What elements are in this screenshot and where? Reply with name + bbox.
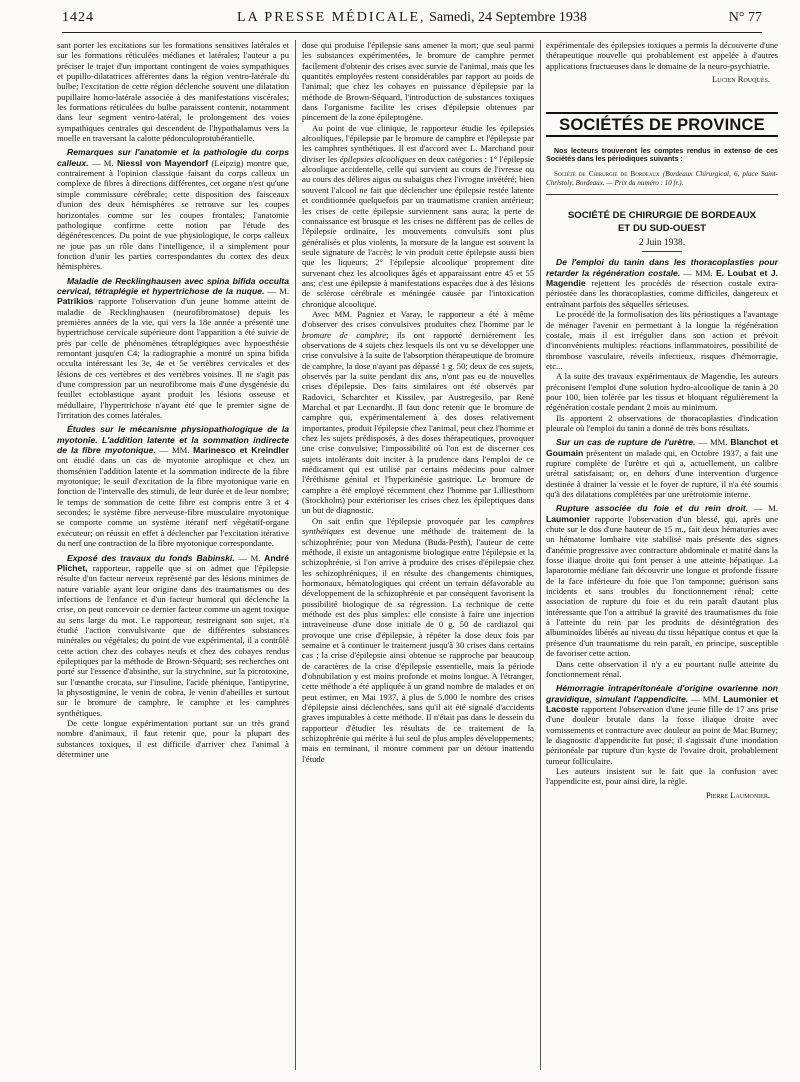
report-body: (Leipzig) montre que, contrairement à l'opinion classique faisant du corps calleux un complexe de fibres à directions différentes, cet organe n'est qu'une simple commissure cérébrale; cette disposition des faisceaux d'union des deux hémisphères se retrouve sur les coupes horizontales comme sur les coupes frontales; l'anatomie pathologique confirme cette notion par l'étude des dégénérescences. Du point de vue physiologique, le corps calleux ne joue pas un rôle dans l'intelligence, il a simplement pour fonction d'unir les parties correspondantes du cortex des deux hémisphères.: [57, 157, 290, 272]
journal-name: LA PRESSE MÉDICALE,: [237, 10, 426, 25]
dash: — MM.: [691, 693, 721, 704]
report-body: rapporte l'observation d'un jeune homme atteint de maladie de Recklinghausen (neurofibromatose) depuis les premières années de la vie, qui vers la 18e année a présenté une hypertrichose cervicale supérieure dont l'apparition a été suivie de près par celle de phénomènes tétraplégiques avec hypoesthésie remontant jusqu'en C4; la radiographie a montré un spina bifida occulta intéressant les 3e, 4e et 5e vertèbres cervicales et des lésions de ces vertèbres et des vertèbres voisines. Il ne s'agit pas d'une compression par un neurofibrome mais d'une dysgénésie du feuillet ectoblastique ayant produit les lésions osseuse et médullaire, l'hypertrichose n'ayant été que le premier signe de l'irritation des cornes latérales.: [57, 296, 289, 421]
paragraph: sant porter les excitations sur les formations sensitives latérales et sur les formations réticulées médianes et latérales; l'auteur a pu préciser le trajet d'un important contingent de voies sympathiques et pupillo-dilatatrices afférentes dans la région ventro-latérale du bulbe; l'excitation de cette région déclenche souvent une dilatation pupillaire homo-latérale associée à des manifestations viscérales; les formations réticulées du bulbe paraissent contenir, notamment dans leur segment ventro-latéral, le prolongement des voies sympathiques centrales qui descendent de l'hypothalamus vers la moelle en traversant la calotte pédonculoprotubérantielle.: [57, 40, 289, 144]
paragraph: A la suite des travaux expérimentaux de Magendie, les auteurs préconisent l'emploi d'une solution hydro-alcoolique de tanin à 20 pour 100, bien tolérée par les tissus et bloquant régulièrement la régénération costale pendant 2 mois au minimum.: [546, 371, 778, 413]
issue-number: N° 77: [728, 10, 762, 25]
author: Laumonier et Lacoste: [546, 693, 778, 714]
report-title: Maladie de Recklinghausen avec spina bifida occulta cervical, tétraplégie et hypertrichose de la nuque.: [57, 275, 289, 296]
emphasis: épilepsies alcooliques: [339, 153, 416, 164]
meeting-date: 2 Juin 1938.: [638, 238, 686, 249]
report-body: rapporte l'observation d'un blessé, qui, après une chute sur le dos d'une hauteur de 15 m., fait deux hématuries avec un hématome lombaire vite stabilisé mais présente des signes d'anémie progressive avec contracture abdominale et matité dans la fosse iliaque droite qui font penser à une atteinte hépatique. La laparotomie médiane fait découvrir une longue et profonde fissure de la face inférieure du foie que l'on tamponne; guérison sans incidents et sans troubles du fonctionnement rénal; cette association de rupture du foie et du rein paraît d'autant plus intéressante que l'on a attribué la gravité des traumatismes du foie à l'atteinte du rein par les produits de désintégration des albuminoïdes libérés au niveau du tissu hépatique contus et que la présence d'un traumatisme du rein paraît, en principe, susceptible de favoriser cette action.: [546, 513, 779, 659]
signature: Pierre Laumonier.: [706, 789, 770, 800]
text-run: Avec MM. Pagniez et Varay, le rapporteur a été à même d'observer des crises convulsives produites chez l'homme par le: [302, 308, 534, 330]
text-run: ; ils ont rapporté dernièrement les observations de 4 sujets chez lesquels ils ont vu se développer une crise convulsive à la suite de l'absorption thérapeutique de bromure de camphre, la dose n'ayant pas dépassé 1 g. 50; deux de ces sujets, observés par la suite pendant dix ans, n'ont pas eu de nouvelles crises d'épilepsie. Des faits similaires ont été observés par Radovici, Scharchter et Kissilev, par Austregesilo, par René Marchal et par Lecnardht. Il faut donc retenir que le bromure de camphre qui, expérimentalement à des doses relativement importantes, produit l'épilepsie chez l'animal, peut chez l'homme et chez les sujets prédisposés, à des doses thérapeutiques, provoquer une crise convulsive; l'impossibilité où l'on est de discerner ces sujets intolérants doit inciter à la prudence dans l'emploi de ce médicament qui est utilisé par certains médecins pour calmer l'éréthisme génital et l'hyperkinésie gastrique. Le bromure de camphre a été employé récemment chez l'homme par Lilliesthorn (Stockholm) pour extérioriser les crises chez les épileptiques dans un but de diagnostic.: [302, 329, 534, 516]
report-recklinghausen: [57, 276, 289, 421]
dash: — M.: [91, 157, 114, 168]
paragraph: dose qui produise l'épilepsie sans amener la mort; que seul parmi les substances expérimentées, le bromure de camphre permet facilement d'obtenir des crises avec survie de l'animal, mais que les quantités employées restent considérables par rapport au poids de l'animal; que chez les cobayes en puissance d'épilepsie par la méthode de Brown-Séquard, l'introduction de substances toxiques dans l'organisme facilite les crises d'épilepsie obtenues par pincement de la zone épileptogène.: [302, 40, 534, 123]
report-remarques-corps-calleux: [57, 147, 289, 271]
page-number: 1424: [62, 10, 94, 25]
periodical-details: (Bordeaux Chirurgical, 6, place Saint-Christoly, Bordeaux. — Prix du numéro : 10 fr.).: [546, 169, 778, 187]
column-3: [546, 40, 778, 800]
report-title: Rupture associée du foie et du rein droit.: [556, 503, 749, 514]
text-run: Au point de vue clinique, le rapporteur étudie les épilepsies alcooliques, l'épilepsie par le bromure de camphre et l'épilepsie par les camphres synthétiques. Il est d'accord avec L. Marchand pour diviser les: [302, 122, 534, 164]
emphasis: camphres synthétiques: [302, 515, 534, 537]
author: Niessl von Mayendorf: [116, 157, 209, 168]
society-name-line: SOCIÉTÉ DE CHIRURGIE DE BORDEAUX: [567, 210, 757, 222]
dash: — MM.: [683, 267, 713, 278]
report-title: Exposé des travaux du fonds Babinski.: [67, 552, 235, 563]
column-rule: [295, 40, 296, 1070]
paragraph: Dans cette observation il n'y a eu pourtant nulle atteinte du fonctionnement rénal.: [546, 658, 778, 679]
report-title: Remarques sur l'anatomie et la pathologie du corps calleux.: [57, 147, 289, 168]
column-rule: [540, 40, 541, 1070]
author: Laumonier: [546, 513, 590, 524]
column-1: [57, 40, 289, 759]
dash: — MM.: [698, 437, 728, 448]
report-tanin: [546, 257, 778, 309]
divider: [642, 251, 682, 252]
author: André Plichet,: [57, 552, 289, 573]
periodicals-notice: Nos lecteurs trouveront les comptes rendus in extenso de ces Sociétés dans les périodiques suivants :: [546, 146, 778, 164]
paragraph: [302, 123, 534, 309]
running-title: [62, 10, 762, 26]
paragraph: De cette longue expérimentation portant sur un très grand nombre d'animaux, il faut retenir que, pour la plupart des substances toxiques, il est difficile d'arriver chez l'animal à déterminer une: [57, 718, 289, 760]
paragraph: [302, 309, 534, 516]
report-body: rejettent les procédés de résection costale extra-périostée dans les thoracoplasties, comme difficiles, dangereux et entraînant parfois des séquelles sérieuses.: [546, 278, 778, 309]
text-run: est devenue une méthode de traitement de la schizophrénie; pour von Meduna (Buda-Pesth), l'auteur de cette méthode, il existe un antagonisme biologique entre l'épilepsie et la schizophrénie, si l'on arrive à produire des crises d'épilepsie chez les schizophréniques, il en résulte des changements chimiques, hormonaux, hématologiques qui créent un terrain défavorable au développement de la schizophrénie et par conséquent favorisent la possibilité biologique de sa régression. La technique de cette méthode est des plus simples: elle consiste à faire une injection intraveineuse d'une dose initiale de 0 g. 50 de cardiazol qui provoque une crise d'épilepsie, à répéter la dose deux fois par semaine et à continuer le traitement jusqu'à 30 crises dans certains cas ; la crise d'épilepsie ainsi obtenue se rapproche par beaucoup de caractères de la crise d'épilepsie essentielle, mais la période d'obnubilation y est moins profonde et moins longue. A l'étranger, cette méthode a été appliquée à un grand nombre de malades et on peut estimer, en Mai 1937, à plus de 5.000 le nombre des crises d'épilepsie ainsi déclenchées, sans qu'il ait été signalé d'accidents graves imputables à cette méthode. Il n'était pas dans le dessein du rapporteur d'étudier les résultats de ce traitement de la schizophrénie qui mérite à lui seul de plus amples développements; mais en terminant, il montre comment par un détour inattendu l'étude: [302, 526, 534, 764]
paragraph: Le procédé de la formolisation des lits périostiques a l'avantage de ménager l'avenir en permettant à la longue la régénération costale, mais il est irrégulier dans son action et prévoit d'inconvénients multiples: réactions inflammatoires, possibilité de thrombose vasculaire, réveils infectieux, risques d'hémorragie, etc...: [546, 309, 778, 371]
report-title: Hémorragie intrapéritonéale d'origine ovarienne non gravidique, simulant l'appendicite.: [546, 683, 778, 704]
author: Marinesco et Kreindler: [193, 445, 289, 456]
report-body: rapporteur, rappelle que si on admet que l'épilepsie résulte d'un facteur nerveux représenté par des lésions minimes de nature variable ayant leur origine dans des traumatismes ou des infections de l'enfance et d'un facteur humoral qui déclenche la crise, on peut concevoir ce dernier facteur comme un agent toxique au sens large du mot. Le rapporteur, restreignant son sujet, n'a étudié l'action convulsivante que de différentes substances minérales ou végétales; du point de vue expérimental, il a contrôlé cette action chez des cobayes neufs et chez des cobayes rendus épileptiques par la méthode de Brown-Séquard; ses recherches ont porté sur l'essence d'absinthe, sur la strychnine, sur la picrotoxine, sur l'œnanthe crocata, sur l'insuline, l'acide phénique, l'antipyrine, la physostigmine, le venin de cobra, le venin d'abeilles et surtout sur le bromure de camphre, le camphre et les camphres synthétiques.: [57, 562, 289, 718]
paragraph: [302, 516, 534, 764]
report-uretre: [546, 437, 778, 499]
issue-date: Samedi, 24 Septembre 1938: [429, 10, 587, 25]
report-body: rapportent l'observation d'une jeune fille de 17 ans prise d'une douleur brutale dans la fosse iliaque droite avec vomissements et contracture avec douleur au point de Mac Burney; le diagnostic d'appendicite fut posé; il s'agissait d'une inondation péritonéale par rupture d'un kyste de l'ovaire droit, probablement tumeur folliculaire.: [546, 703, 778, 766]
page-header: [62, 10, 762, 33]
dash: — M.: [753, 503, 778, 514]
author: E. Loubat et J. Magendie: [546, 267, 778, 289]
paragraph: Ils apportent 2 observations de thoracoplasties d'indication pleurale où l'emploi du tanin a donné de très bons résultats.: [546, 412, 778, 433]
report-hemorragie: [546, 683, 778, 766]
report-title: Sur un cas de rupture de l'urètre.: [556, 437, 696, 448]
divider: [546, 194, 778, 195]
periodical-entry: [546, 170, 778, 187]
report-myotonie: [57, 424, 289, 548]
dash: — M.: [238, 552, 261, 563]
report-foie-rein: [546, 503, 778, 658]
signature: Lucien Rouquès.: [712, 74, 770, 85]
society-label: Société de Chirurgie de Bordeaux: [554, 169, 660, 178]
report-body: présentent un malade qui, en Octobre 1937, a fait une rupture complète de l'urètre et qui a, actuellement, un calibre urétral satisfaisant; or, en dehors d'une intervention d'urgence destinée à drainer la vessie et le foyer de rupture, il n'a été soumis qu'à des dilatations complétées par une urétrotomie interne.: [546, 447, 778, 499]
paragraph: expérimentale des épilepsies toxiques a permis la découverte d'une thérapeutique nouvelle qui probablement est appelée à d'autres applications fructueuses dans le domaine de la neuro-psychiatrie.: [546, 40, 778, 71]
emphasis: bromure de camphre: [302, 329, 387, 340]
dash: — M.: [267, 285, 289, 296]
society-name-line: ET DU SUD-OUEST: [618, 223, 706, 235]
author: Patrikios: [57, 296, 94, 307]
report-title: Études sur le mécanisme physiopathologique de la myotonie. L'addition latente et la sommation indirecte de la fibre myotonique.: [57, 424, 289, 456]
text-run: en deux catégories : 1° l'épilepsie alcoolique accidentelle, celle qui survient au cours de l'ivresse ou au cours des délires aigus ou subaigus chez l'ivrogne invétéré; bien souvent l'alcool ne fait que déclencher une épilepsie restée latente et conditionnée quelquefois par un traumatisme cranien antérieur; les crises de cette épilepsie surviennent sans aura; la perte de connaissance est brusque et les crises ne diffèrent pas de celles de l'épilepsie ordinaire, les mouvements convulsifs sont plus généralisés et plus violents, la morsure de la langue est souvent la seule signature de l'accès; le vin produit cette épilepsie aussi bien que les liqueurs; 2° l'épilepsie alcoolique proprement dite survenant chez les alcooliques âgés et apparaissant entre 45 et 55 ans; c'est une épilepsie à manifestations espacées due à des lésions de sclérose cérébrale et méningée causée par l'intoxication chronique alcoolique.: [302, 153, 534, 309]
report-body: ont étudié dans un cas de myotonie atrophique et chez un thomsénien l'addition latente et la sommation indirecte de la fibre myotonique; le seuil d'excitation de la fibre myotonique varie en fonction de l'intervalle des stimuli, de leur durée et de leur nombre; le temps de sommation de cette fibre est compris entre 3 et 4 secondes; le système fibre nerveuse-fibre musculaire myotonique se comporte comme un système itératif nerf végétatif-organe exécuteur; on réussit en effet à déclencher par l'excitation itérative du nerf une contraction de la fibre myotonique correspondante.: [57, 455, 289, 549]
report-fonds-babinski: [57, 553, 289, 719]
section-heading: SOCIÉTÉS DE PROVINCE: [546, 112, 778, 136]
dash: — MM.: [159, 445, 190, 456]
author: Blanchot et Goumain: [546, 437, 778, 458]
paragraph: Les auteurs insistent sur le fait que la confusion avec l'appendicite est, pour ainsi dire, la règle.: [546, 765, 778, 787]
report-title: De l'emploi du tanin dans les thoracoplasties pour retarder la régénération costale.: [546, 257, 778, 278]
text-run: On sait enfin que l'épilepsie provoquée par les: [312, 515, 496, 526]
society-name: [546, 209, 778, 235]
column-2: [302, 40, 534, 764]
